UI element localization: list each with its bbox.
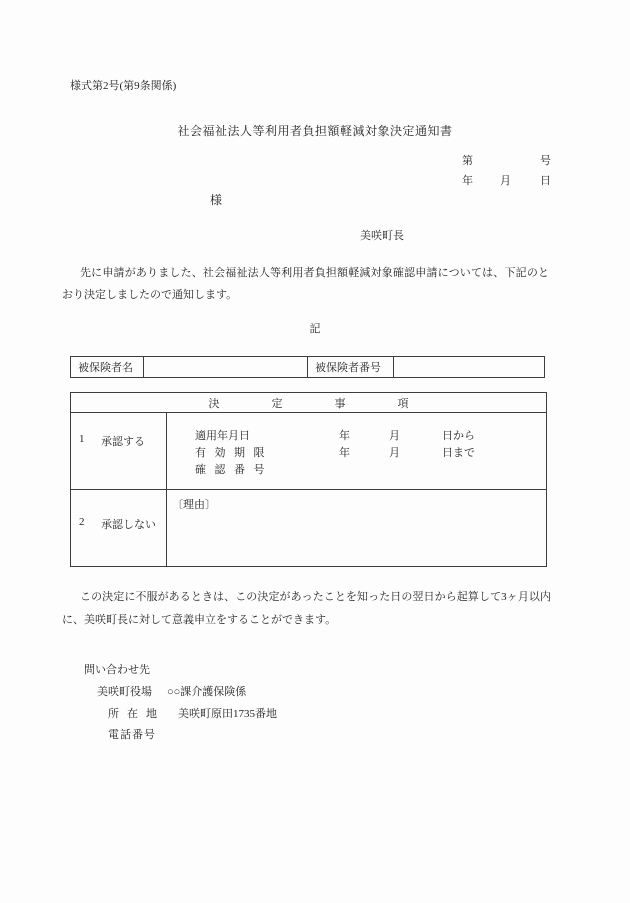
applicable-year-label: 年	[339, 430, 350, 442]
decision-row-reject	[71, 490, 546, 566]
applicable-date-label: 適用年月日	[195, 430, 250, 442]
reject-number: 2	[79, 516, 85, 528]
reject-cell	[71, 490, 167, 566]
insured-number-value	[394, 357, 544, 377]
reason-label: 〔理由〕	[172, 499, 216, 511]
contact-office: 美咲町役場	[97, 686, 152, 698]
contact-department: ○○課介護保険係	[167, 686, 247, 698]
decision-table	[70, 392, 547, 567]
page-title: 社会福祉法人等利用者負担額軽減対象決定通知書	[177, 124, 453, 138]
reject-reason-cell	[167, 490, 546, 566]
validity-month-label: 月	[389, 447, 400, 459]
date-day-label: 日	[540, 175, 551, 187]
reject-label: 承認しない	[101, 519, 156, 531]
form-number: 様式第2号(第9条関係)	[70, 80, 177, 92]
insured-table	[70, 356, 545, 378]
contact-address-label: 所在地	[108, 708, 165, 720]
insured-number-label: 被保険者番号	[308, 357, 394, 377]
contact-address-value: 美咲町原田1735番地	[178, 708, 277, 720]
doc-number-prefix: 第	[462, 155, 473, 167]
date-month-label: 月	[500, 175, 511, 187]
applicable-day-label: 日から	[442, 430, 475, 442]
approve-detail-cell	[167, 413, 546, 489]
contact-heading: 問い合わせ先	[84, 664, 150, 676]
approve-cell	[71, 413, 167, 489]
validity-day-label: 日まで	[442, 447, 475, 459]
date-year-label: 年	[462, 175, 473, 187]
approve-label: 承認する	[101, 436, 145, 448]
sender-name: 美咲町長	[360, 230, 404, 242]
approve-number: 1	[79, 433, 85, 445]
decision-table-header	[71, 393, 546, 413]
doc-number-suffix: 号	[540, 155, 551, 167]
confirmation-number-label: 確認番号	[195, 464, 273, 476]
insured-name-label: 被保険者名	[71, 357, 144, 377]
decision-row-approve	[71, 413, 546, 490]
applicable-month-label: 月	[389, 430, 400, 442]
validity-year-label: 年	[339, 447, 350, 459]
decision-header-label: 決定事項	[208, 397, 461, 410]
ki-marker: 記	[309, 323, 321, 335]
addressee-suffix: 様	[210, 193, 223, 207]
appeal-paragraph: この決定に不服があるときは、この決定があったことを知った日の翌日から起算して3ヶ月以内に、美咲町長に対して意義申立をすることができます。	[62, 591, 551, 626]
intro-paragraph: 先に申請がありました、社会福祉法人等利用者負担額軽減対象確認申請については、下記のとおり決定しましたので通知します。	[62, 267, 549, 301]
contact-phone-label: 電話番号	[108, 729, 156, 741]
insured-name-value	[144, 357, 308, 377]
validity-label: 有効期限	[195, 447, 273, 459]
